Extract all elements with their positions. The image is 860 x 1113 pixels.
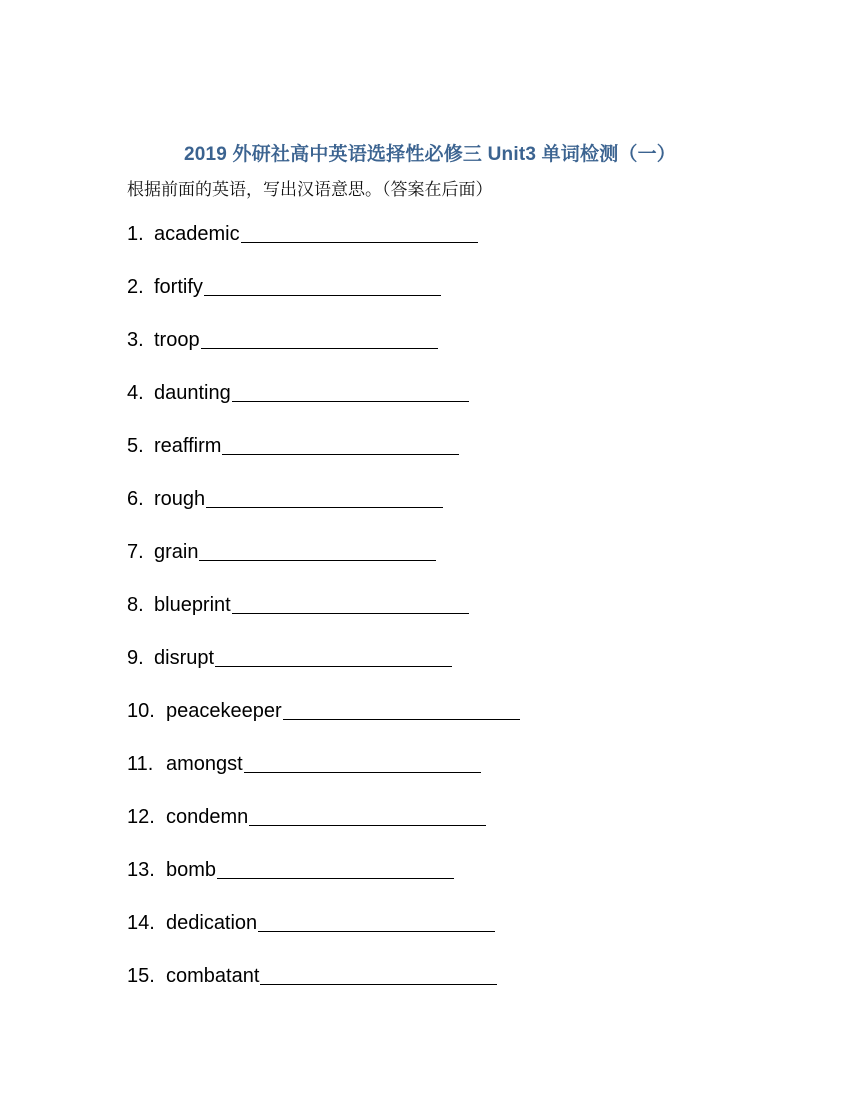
instruction-text: 根据前面的英语，写出汉语意思。（答案在后面） — [127, 180, 493, 200]
item-number: 7. — [127, 541, 144, 563]
document-title: 2019 外研社高中英语选择性必修三 Unit3 单词检测（一） — [183, 144, 676, 165]
item-word: disrupt — [154, 647, 215, 669]
answer-blank[interactable] — [260, 963, 497, 985]
answer-blank[interactable] — [199, 539, 436, 561]
answer-blank[interactable] — [204, 274, 441, 296]
item-number: 2. — [127, 276, 144, 298]
item-word: amongst — [166, 753, 243, 775]
item-number: 9. — [127, 647, 144, 669]
item-word: combatant — [166, 965, 260, 987]
list-item — [127, 963, 520, 1016]
answer-blank[interactable] — [241, 221, 478, 243]
item-number: 4. — [127, 382, 144, 404]
item-word: condemn — [166, 806, 249, 828]
answer-blank[interactable] — [201, 327, 438, 349]
item-number: 8. — [127, 594, 144, 616]
answer-blank[interactable] — [283, 698, 520, 720]
item-number: 12. — [127, 806, 155, 828]
item-number: 6. — [127, 488, 144, 510]
list-item — [127, 645, 520, 698]
answer-blank[interactable] — [232, 592, 469, 614]
item-number: 5. — [127, 435, 144, 457]
item-number: 14. — [127, 912, 155, 934]
item-word: grain — [154, 541, 199, 563]
item-word: dedication — [166, 912, 258, 934]
list-item — [127, 592, 520, 645]
answer-blank[interactable] — [222, 433, 459, 455]
item-word: fortify — [154, 276, 203, 298]
answer-blank[interactable] — [215, 645, 452, 667]
answer-blank[interactable] — [232, 380, 469, 402]
item-number: 15. — [127, 965, 155, 987]
item-number: 1. — [127, 223, 144, 245]
item-word: troop — [154, 329, 200, 351]
list-item — [127, 539, 520, 592]
answer-blank[interactable] — [244, 751, 481, 773]
item-word: rough — [154, 488, 206, 510]
item-word: reaffirm — [154, 435, 222, 457]
item-number: 13. — [127, 859, 155, 881]
list-item — [127, 327, 520, 380]
item-word: blueprint — [154, 594, 231, 616]
item-word: peacekeeper — [166, 700, 282, 722]
list-item — [127, 698, 520, 751]
list-item — [127, 380, 520, 433]
item-number: 11. — [127, 753, 154, 775]
item-number: 3. — [127, 329, 144, 351]
item-number: 10. — [127, 700, 155, 722]
item-word: academic — [154, 223, 240, 245]
list-item — [127, 486, 520, 539]
item-word: bomb — [166, 859, 217, 881]
list-item — [127, 751, 520, 804]
list-item — [127, 433, 520, 486]
answer-blank[interactable] — [258, 910, 495, 932]
list-item — [127, 857, 520, 910]
item-word: daunting — [154, 382, 231, 404]
answer-blank[interactable] — [206, 486, 443, 508]
list-item — [127, 910, 520, 963]
list-item — [127, 221, 520, 274]
list-item — [127, 804, 520, 857]
vocabulary-list — [127, 221, 520, 1016]
list-item — [127, 274, 520, 327]
answer-blank[interactable] — [249, 804, 486, 826]
answer-blank[interactable] — [217, 857, 454, 879]
